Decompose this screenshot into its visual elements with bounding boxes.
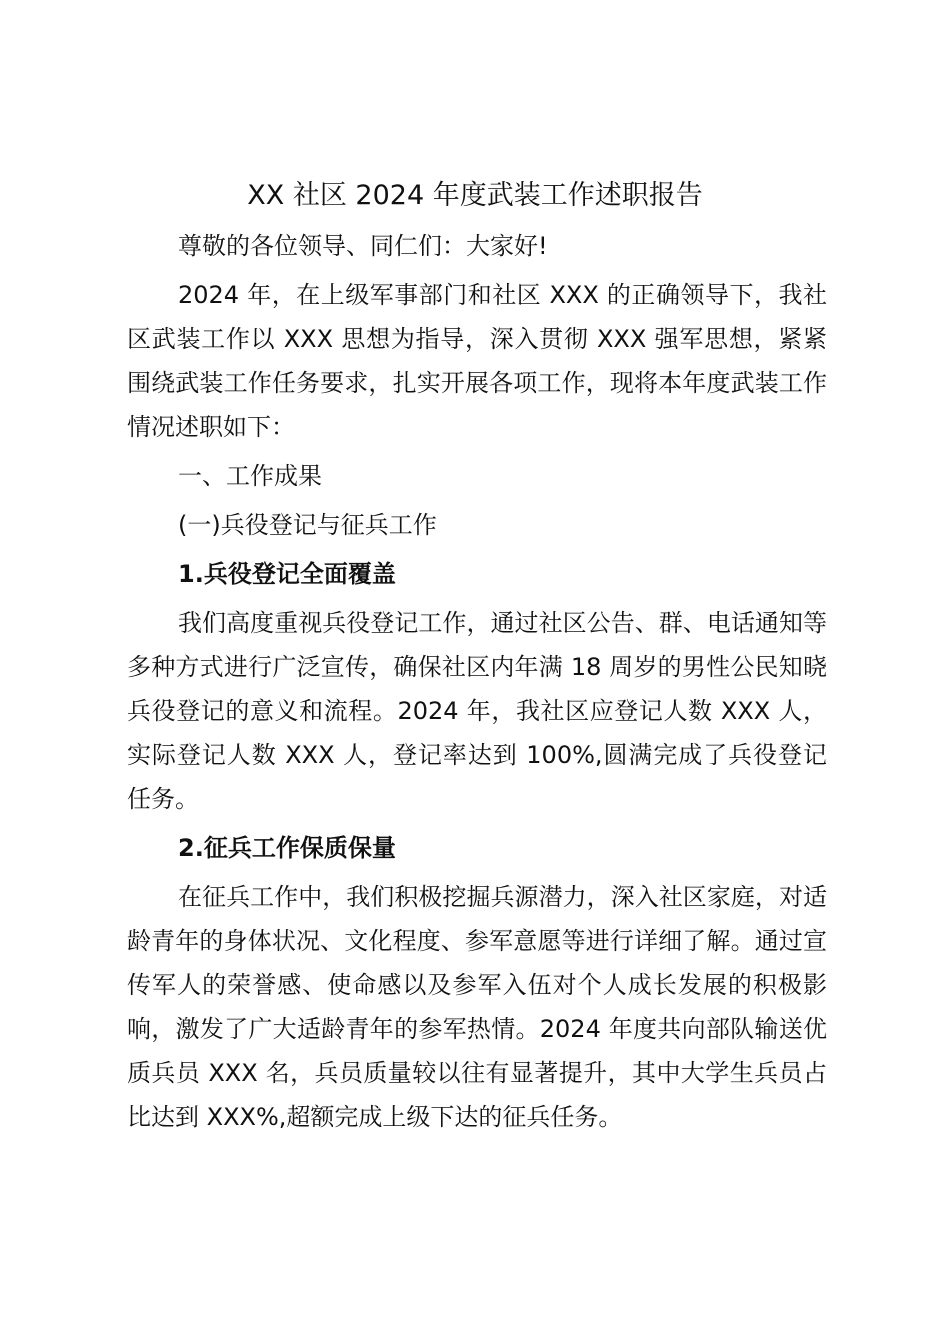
intro-paragraph: 2024 年，在上级军事部门和社区 XXX 的正确领导下，我社区武装工作以 XXX 思想为指导，深入贯彻 XXX 强军思想，紧紧围绕武装工作任务要求，扎实开展各项工作，现将本年度武装工作情况述职如下： [127,281,827,441]
document-title: XX 社区 2024 年度武装工作述职报告 [247,180,703,211]
item-heading-recruitment: 2.征兵工作保质保量 [178,834,396,862]
section-heading: 一、工作成果 [178,462,322,490]
item-heading-registration: 1.兵役登记全面覆盖 [178,560,396,588]
document-body [127,224,827,1144]
greeting: 尊敬的各位领导、同仁们：大家好! [178,232,548,260]
subsection-heading: (一)兵役登记与征兵工作 [178,511,437,539]
item-body-recruitment: 在征兵工作中，我们积极挖掘兵源潜力，深入社区家庭，对适龄青年的身体状况、文化程度、参军意愿等进行详细了解。通过宣传军人的荣誉感、使命感以及参军入伍对个人成长发展的积极影响，激发了广大适龄青年的参军热情。2024 年度共向部队输送优质兵员 XXX 名，兵员质量较以往有显著提升，其中大学生兵员占比达到 XXX%,超额完成上级下达的征兵任务。 [127,883,827,1131]
item-body-registration: 我们高度重视兵役登记工作，通过社区公告、群、电话通知等多种方式进行广泛宣传，确保社区内年满 18 周岁的男性公民知晓兵役登记的意义和流程。2024 年，我社区应登记人数 XXX 人，实际登记人数 XXX 人，登记率达到 100%,圆满完成了兵役登记任务。 [127,609,827,813]
